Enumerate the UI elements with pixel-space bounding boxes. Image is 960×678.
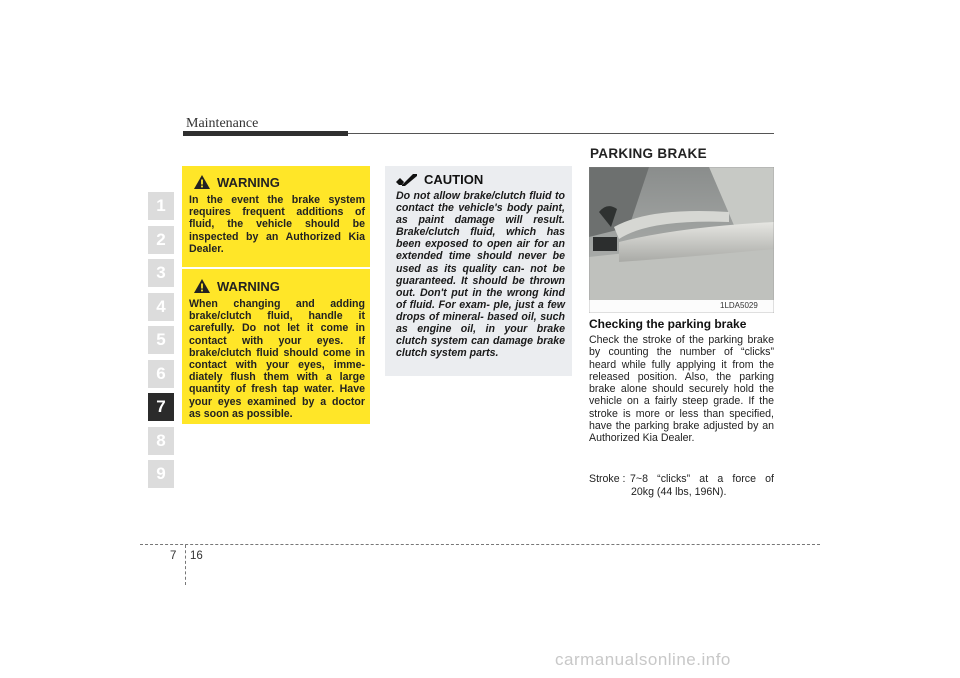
warning-text: In the event the brake system requires frequent additions of fluid, the vehicle should be inspected by an Authorized Kia Dealer. — [189, 194, 365, 255]
stroke-label: Stroke : — [589, 473, 626, 485]
caution-box — [385, 166, 572, 376]
parking-brake-photo — [589, 167, 774, 313]
chapter-tab-9[interactable]: 9 — [148, 460, 174, 488]
caution-title: CAUTION — [424, 172, 484, 187]
caution-text: Do not allow brake/clutch fluid to contact the vehicle's body paint, as paint damage will result. Brake/clutch fluid, which has been exposed to open air for an extended time should never be used as its quality can- not be guaranteed. It should be thrown out. Don't put in the wrong kind of fluid. For exam- ple, just a few drops of mineral- based oil, such as engine oil, in your brake clutch system can damage brake clutch system parts. — [396, 190, 565, 360]
chapter-tab-2[interactable]: 2 — [148, 226, 174, 254]
subsection-heading: Checking the parking brake — [589, 317, 747, 331]
page-header-title: Maintenance — [186, 116, 259, 131]
chapter-tab-3[interactable]: 3 — [148, 259, 174, 287]
warning-triangle-icon — [193, 174, 211, 190]
watermark: carmanualsonline.info — [555, 650, 731, 669]
warning-box-1 — [189, 174, 365, 255]
warning-triangle-icon — [193, 278, 211, 294]
chapter-tab-4[interactable]: 4 — [148, 293, 174, 321]
warning-header — [193, 278, 365, 294]
chapter-tab-1[interactable]: 1 — [148, 192, 174, 220]
photo-caption-code: 1LDA5029 — [720, 301, 758, 310]
warning-header — [193, 174, 365, 190]
warning-text: When changing and adding brake/clutch fluid, handle it carefully. Do not let it come in contact with your eyes. If brake/clutch fluid should come in contact with your eyes, imme- diately flush them with a large quantity of fresh tap water. Have your eyes examined by a doctor as soon as possible. — [189, 298, 365, 420]
body-paragraph: Check the stroke of the parking brake by counting the number of “clicks” heard while fully applying it from the released position. Also, the parking brake alone should securely hold the vehicle on a fairly steep grade. If the stroke is more or less than specified, have the parking brake adjusted by an Authorized Kia Dealer. — [589, 334, 774, 445]
warning-title: WARNING — [217, 278, 280, 294]
stroke-value-line-2: 20kg (44 lbs, 196N). — [631, 486, 727, 498]
chapter-tab-5[interactable]: 5 — [148, 326, 174, 354]
warning-column — [182, 166, 370, 424]
caution-check-icon — [396, 174, 418, 186]
caution-header — [396, 172, 483, 187]
section-title: PARKING BRAKE — [590, 146, 707, 161]
chapter-tab-8[interactable]: 8 — [148, 427, 174, 455]
stroke-value-line-1: 7~8 “clicks” at a force of — [630, 473, 774, 485]
warning-divider — [182, 267, 370, 269]
chapter-tab-7[interactable]: 7 — [148, 393, 174, 421]
footer-divider — [185, 545, 186, 585]
warning-title: WARNING — [217, 174, 280, 190]
footer-chapter-number: 7 — [170, 550, 177, 562]
header-bar — [183, 131, 348, 136]
footer-rule — [140, 544, 820, 545]
chapter-tab-6[interactable]: 6 — [148, 360, 174, 388]
footer-page-number: 16 — [190, 550, 203, 562]
chapter-tabs — [148, 192, 174, 494]
warning-box-2 — [189, 278, 365, 420]
